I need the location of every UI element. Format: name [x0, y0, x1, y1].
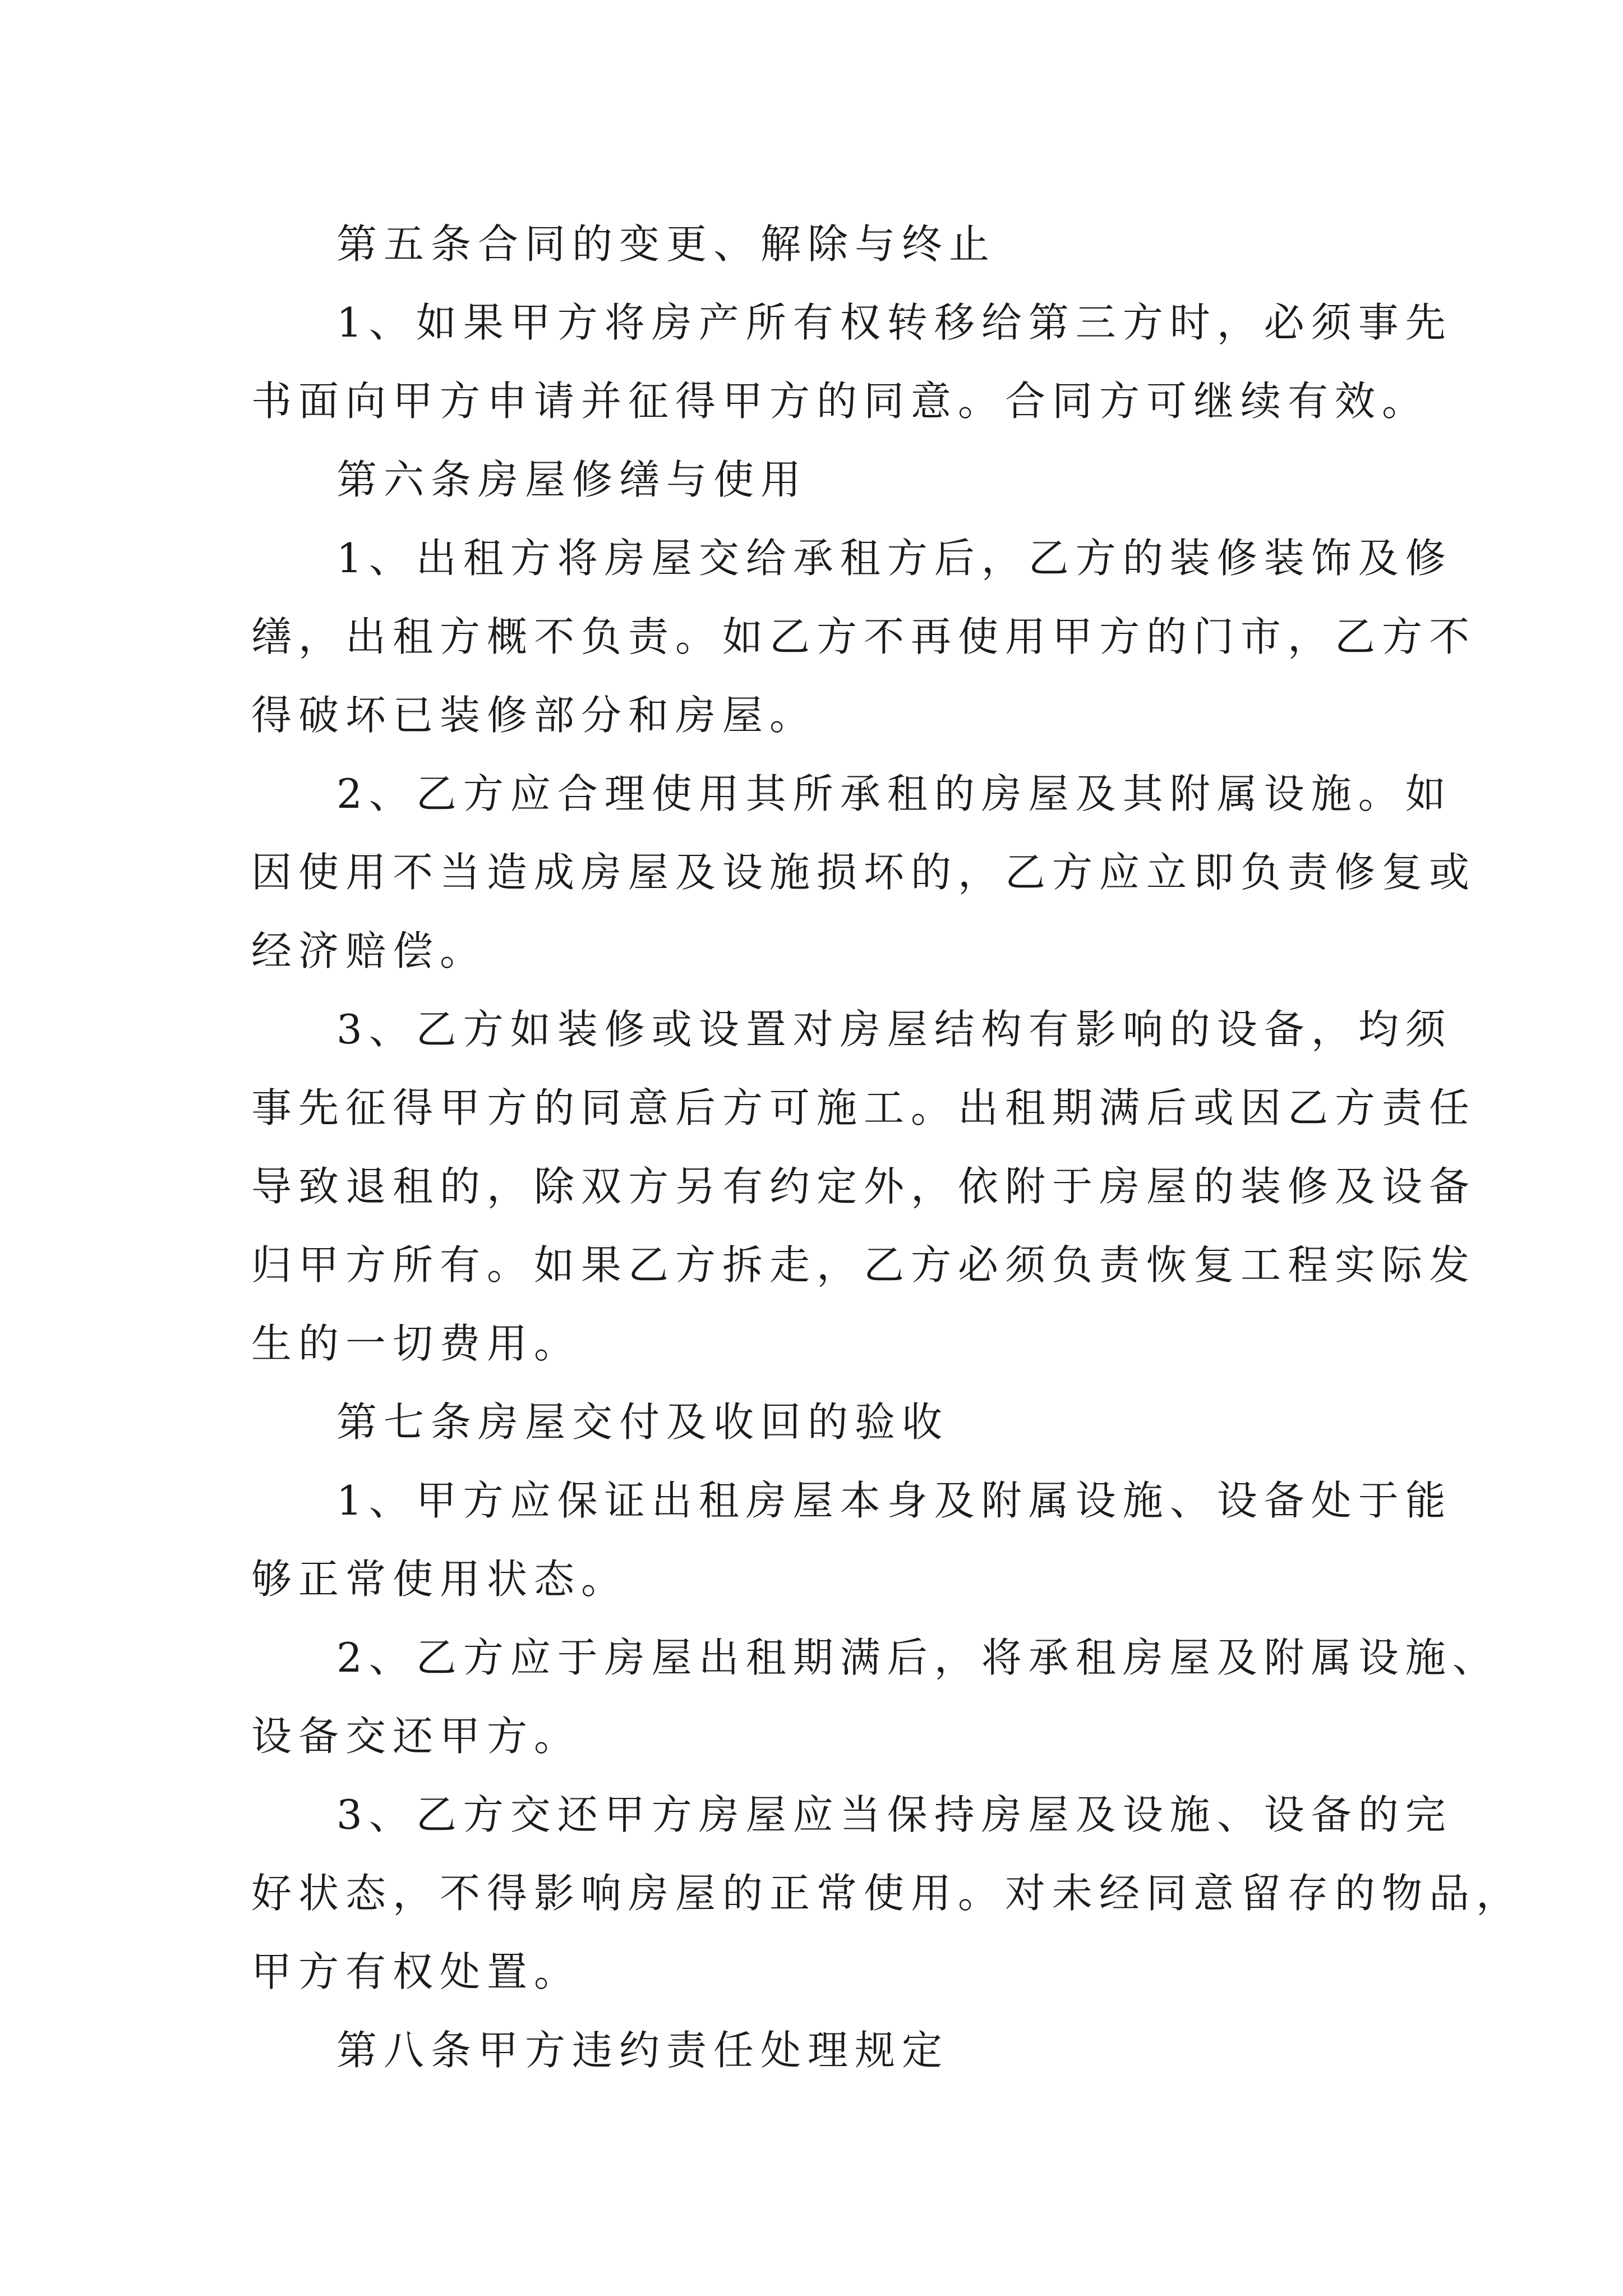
- paragraph-line: 因使用不当造成房屋及设施损坏的，乙方应立即负责修复或: [251, 849, 1477, 896]
- paragraph-line: 3、乙方交还甲方房屋应当保持房屋及设施、设备的完: [336, 1791, 1453, 1838]
- paragraph-line: 书面向甲方申请并征得甲方的同意。合同方可继续有效。: [251, 378, 1430, 425]
- paragraph-line: 2、乙方应合理使用其所承租的房屋及其附属设施。如: [336, 770, 1453, 817]
- paragraph-line: 缮，出租方概不负责。如乙方不再使用甲方的门市，乙方不: [251, 613, 1477, 660]
- paragraph-line: 3、乙方如装修或设置对房屋结构有影响的设备，均须: [336, 1006, 1453, 1053]
- section-heading: 第七条房屋交付及收回的验收: [336, 1398, 949, 1446]
- paragraph-line: 1、甲方应保证出租房屋本身及附属设施、设备处于能: [336, 1477, 1453, 1524]
- paragraph-line: 归甲方所有。如果乙方拆走，乙方必须负责恢复工程实际发: [251, 1241, 1477, 1289]
- paragraph-line: 导致退租的，除双方另有约定外，依附于房屋的装修及设备: [251, 1163, 1477, 1210]
- document-page: [251, 205, 1524, 2090]
- paragraph-line: 2、乙方应于房屋出租期满后，将承租房屋及附属设施、: [336, 1634, 1500, 1681]
- paragraph-line: 事先征得甲方的同意后方可施工。出租期满后或因乙方责任: [251, 1084, 1477, 1131]
- paragraph-line: 生的一切费用。: [251, 1320, 582, 1367]
- paragraph-line: 得破坏已装修部分和房屋。: [251, 692, 817, 739]
- paragraph-line: 1、出租方将房屋交给承租方后，乙方的装修装饰及修: [336, 535, 1453, 582]
- section-heading: 第六条房屋修缮与使用: [336, 456, 808, 503]
- paragraph-line: 经济赔偿。: [251, 927, 487, 974]
- section-heading: 第八条甲方违约责任处理规定: [336, 2027, 949, 2074]
- paragraph-line: 甲方有权处置。: [251, 1948, 582, 1995]
- paragraph-line: 够正常使用状态。: [251, 1556, 629, 1603]
- paragraph-line: 设备交还甲方。: [251, 1713, 582, 1760]
- section-heading: 第五条合同的变更、解除与终止: [336, 220, 997, 268]
- paragraph-line: 1、如果甲方将房产所有权转移给第三方时，必须事先: [336, 299, 1453, 346]
- paragraph-line: 好状态，不得影响房屋的正常使用。对未经同意留存的物品，: [251, 1870, 1524, 1917]
